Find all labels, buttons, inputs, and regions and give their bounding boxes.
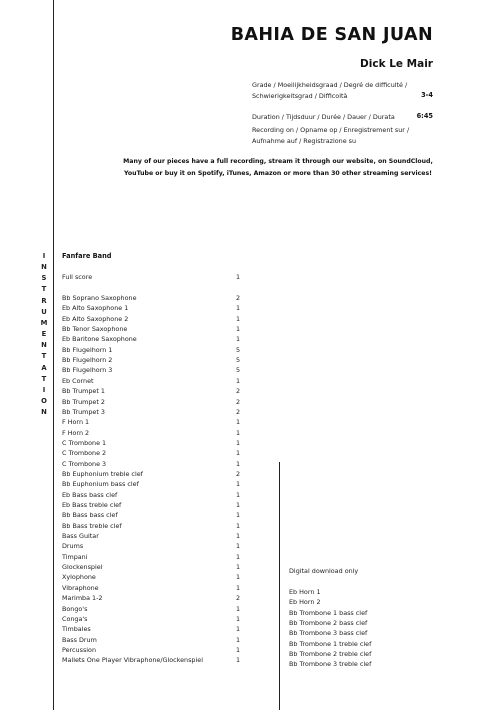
instrument-name: Bb Flugelhorn 1	[62, 345, 113, 354]
instrument-quantity: 1	[236, 625, 241, 634]
instrument-quantity: 2	[236, 294, 241, 302]
instrument-name: Bb Bass bass clef	[62, 511, 118, 520]
instrument-quantity: 5	[236, 356, 241, 365]
instrument-name: Mallets One Player Vibraphone/Glockenspiel	[62, 656, 203, 665]
instrument-row	[62, 656, 252, 667]
instrument-name: Bb Euphonium treble clef	[62, 469, 143, 478]
instrument-row	[62, 542, 252, 553]
instrument-quantity: 5	[236, 345, 241, 354]
sidebar-letter: T	[41, 352, 47, 361]
sidebar-letter: N	[41, 263, 47, 272]
instrument-name: Percussion	[62, 645, 97, 654]
instrument-name: Timpani	[62, 552, 88, 561]
instrument-quantity: 1	[236, 604, 241, 613]
instrument-quantity: 1	[236, 449, 241, 458]
instrument-row	[62, 377, 252, 388]
recording-label	[252, 125, 409, 147]
instrument-name: Timbales	[62, 625, 91, 634]
instrument-quantity: 1	[236, 314, 241, 323]
instrument-name: C Trombone 3	[62, 459, 107, 468]
instrument-quantity: 1	[236, 490, 241, 499]
composer-name: Dick Le Mair	[360, 58, 433, 70]
instrument-quantity: 1	[236, 511, 241, 520]
grade-value: 3-4	[421, 91, 433, 99]
digital-download-item: Bb Trombone 3 treble clef	[289, 660, 372, 669]
instrument-quantity: 5	[236, 366, 241, 375]
instrument-row	[62, 636, 252, 647]
instrument-name: Bass Guitar	[62, 532, 99, 541]
instrument-quantity: 1	[236, 438, 241, 447]
digital-download-item: Eb Horn 1	[289, 588, 321, 596]
instrument-row	[62, 315, 252, 326]
instrument-quantity: 1	[236, 573, 241, 582]
instrument-name: Drums	[62, 542, 84, 551]
instrument-name: Bongo's	[62, 604, 88, 613]
instrument-name: Bass Drum	[62, 635, 97, 644]
instrument-name: C Trombone 1	[62, 438, 107, 447]
duration-label: Duration / Tijdsduur / Durée / Dauer / Durata	[252, 113, 395, 121]
sidebar-letter: N	[41, 341, 47, 350]
instrument-row	[62, 615, 252, 626]
sidebar-letter: R	[41, 296, 47, 305]
instrument-row	[62, 460, 252, 471]
sidebar-letter: U	[41, 307, 47, 316]
instrument-quantity: 2	[236, 397, 241, 406]
instrument-row	[62, 273, 252, 284]
section-title: Fanfare Band	[62, 252, 112, 260]
instrument-quantity: 1	[236, 656, 241, 665]
instrument-row	[62, 294, 252, 305]
instrument-name: Bb Soprano Saxophone	[62, 294, 137, 302]
sidebar-letter: I	[42, 385, 46, 394]
grade-label	[252, 80, 407, 102]
recording-label-line-2: Aufnahme auf / Registrazione su	[252, 137, 357, 145]
instrument-name: Eb Bass bass clef	[62, 490, 118, 499]
instrument-row	[62, 605, 252, 616]
instrument-row	[62, 387, 252, 398]
instrument-quantity: 1	[236, 583, 241, 592]
instrument-name: Eb Alto Saxophone 2	[62, 314, 129, 323]
instrument-name: Eb Cornet	[62, 376, 94, 385]
digital-column-rule	[279, 462, 280, 710]
instrument-quantity: 1	[236, 480, 241, 489]
instrument-name: Bb Tenor Saxophone	[62, 325, 128, 334]
instrument-name: Vibraphone	[62, 583, 99, 592]
digital-download-item: Bb Trombone 1 treble clef	[289, 639, 372, 648]
sidebar-letter: O	[41, 397, 47, 406]
instrument-row	[62, 346, 252, 357]
sidebar-letter: M	[40, 318, 48, 327]
instrument-quantity: 1	[236, 645, 241, 654]
instrument-row	[62, 522, 252, 533]
instrument-row	[62, 646, 252, 657]
instrument-row	[62, 335, 252, 346]
instrument-name: Bb Flugelhorn 2	[62, 356, 113, 365]
digital-download-item: Bb Trombone 1 bass clef	[289, 608, 368, 617]
instrumentation-sidebar-label	[39, 251, 49, 418]
instrument-name: C Trombone 2	[62, 449, 107, 458]
instrument-quantity: 1	[236, 542, 241, 551]
instrument-row	[62, 439, 252, 450]
instrument-row	[62, 501, 252, 512]
instrument-name: Bb Trumpet 1	[62, 387, 105, 396]
digital-download-item: Bb Trombone 2 treble clef	[289, 650, 372, 659]
instrument-quantity: 1	[236, 521, 241, 530]
sidebar-letter: T	[41, 374, 47, 383]
instrument-row	[62, 418, 252, 429]
instrument-row	[62, 511, 252, 522]
instrument-name: Bb Euphonium bass clef	[62, 480, 139, 489]
instrument-name: Marimba 1-2	[62, 594, 103, 603]
instrument-quantity: 1	[236, 501, 241, 509]
instrument-name: F Horn 2	[62, 428, 90, 437]
instrument-quantity: 1	[236, 635, 241, 644]
instrument-row	[62, 553, 252, 564]
instrument-quantity: 2	[236, 387, 241, 396]
instrument-name: Bb Flugelhorn 3	[62, 366, 113, 375]
instrument-name: Bb Trumpet 2	[62, 397, 105, 406]
instrument-quantity: 1	[236, 418, 241, 427]
instrument-quantity: 1	[236, 325, 241, 334]
left-margin-rule	[53, 0, 54, 710]
sidebar-letter: T	[41, 285, 47, 294]
instrument-row	[62, 470, 252, 481]
streaming-notice	[110, 156, 446, 179]
instrument-quantity: 1	[236, 614, 241, 623]
instrument-row	[62, 408, 252, 419]
digital-download-item: Eb Horn 2	[289, 598, 321, 607]
instrument-row	[62, 366, 252, 377]
instrument-name: Eb Baritone Saxophone	[62, 335, 137, 344]
sidebar-letter: I	[42, 252, 46, 260]
instrument-row	[62, 573, 252, 584]
instrument-quantity: 2	[236, 407, 241, 416]
sidebar-letter: N	[41, 408, 47, 417]
instrument-name: Xylophone	[62, 573, 96, 582]
instrument-row	[62, 325, 252, 336]
duration-value: 6:45	[416, 112, 433, 120]
instrument-row	[62, 449, 252, 460]
instrument-row	[62, 356, 252, 367]
grade-label-line-1: Grade / Moeilijkheidsgraad / Degré de difficulté /	[252, 81, 408, 89]
instrument-name: Bb Bass treble clef	[62, 521, 122, 530]
streaming-notice-line-1: Many of our pieces have a full recording, stream it through our website, on SoundCloud,	[123, 158, 433, 165]
instrument-quantity: 2	[236, 469, 241, 478]
instrument-row	[62, 532, 252, 543]
instrument-quantity: 2	[236, 594, 241, 603]
instrument-quantity: 1	[236, 376, 241, 385]
recording-label-line-1: Recording on / Opname op / Enregistrement sur /	[252, 126, 410, 134]
digital-download-item: Bb Trombone 3 bass clef	[289, 629, 368, 638]
instrument-row	[62, 480, 252, 491]
sidebar-letter: A	[41, 363, 47, 372]
instrument-name: F Horn 1	[62, 418, 90, 427]
instrument-row	[62, 491, 252, 502]
instrument-quantity: 1	[236, 273, 241, 281]
instrument-row	[62, 563, 252, 574]
instrument-name: Eb Bass treble clef	[62, 501, 122, 509]
instrument-name: Glockenspiel	[62, 563, 103, 572]
instrument-row	[62, 398, 252, 409]
instrument-quantity: 1	[236, 304, 241, 313]
instrument-name: Full score	[62, 273, 93, 281]
instrument-quantity: 1	[236, 335, 241, 344]
digital-download-heading: Digital download only	[289, 567, 359, 575]
instrument-name: Bb Trumpet 3	[62, 407, 105, 416]
sidebar-letter: E	[41, 330, 47, 339]
instrument-quantity: 1	[236, 459, 241, 468]
streaming-notice-line-2: YouTube or buy it on Spotify, iTunes, Amazon or more than 30 other streaming services!	[124, 169, 432, 177]
instrument-name: Eb Alto Saxophone 1	[62, 304, 129, 313]
instrument-row	[62, 594, 252, 605]
instrument-quantity: 1	[236, 532, 241, 541]
instrument-quantity: 1	[236, 552, 241, 561]
piece-title: BAHIA DE SAN JUAN	[230, 25, 433, 45]
grade-label-line-2: Schwierigkeitsgrad / Difficoltà	[252, 92, 348, 100]
instrument-row	[62, 625, 252, 636]
instrument-row	[62, 429, 252, 440]
instrument-quantity: 1	[236, 563, 241, 572]
sidebar-letter: S	[41, 274, 47, 283]
instrument-quantity: 1	[236, 428, 241, 437]
instrument-name: Conga's	[62, 614, 88, 623]
digital-download-item: Bb Trombone 2 bass clef	[289, 619, 368, 628]
instrument-row	[62, 304, 252, 315]
instrument-row	[62, 584, 252, 595]
